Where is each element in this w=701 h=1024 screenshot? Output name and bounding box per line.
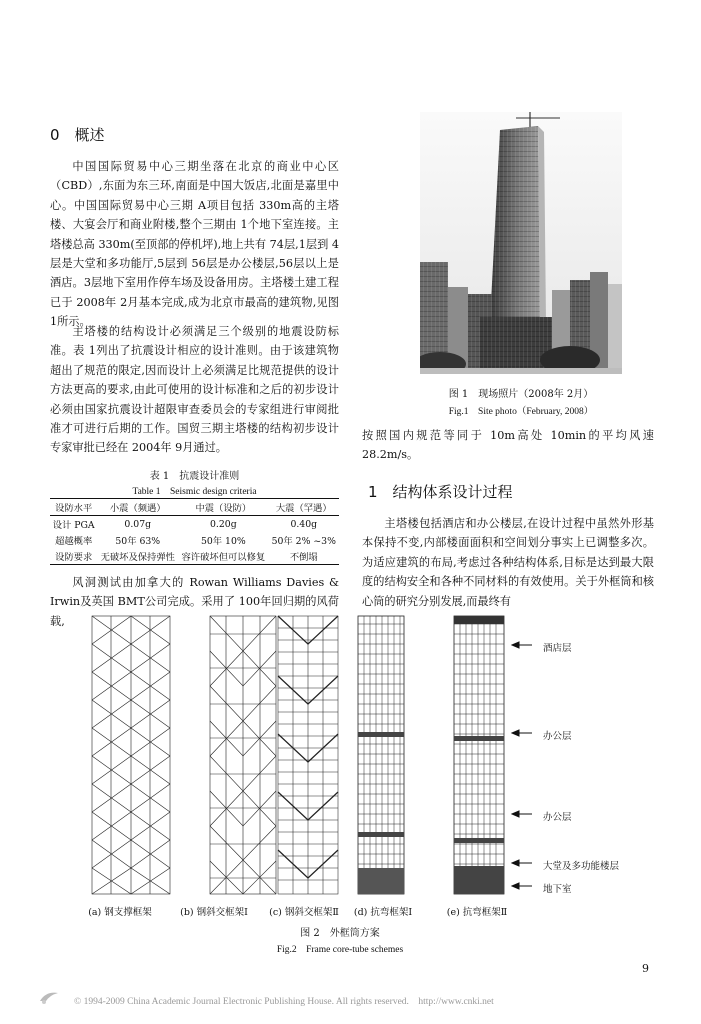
table-cell: 不倒塌 [269,548,339,565]
annotation-hotel-floors: 酒店层 [543,643,572,654]
table-cell: 超越概率 [55,536,93,547]
table-row [50,548,339,565]
site-photo [420,112,622,374]
wind-test-paragraph: 风洞测试由加拿大的 Rowan Williams Davies & Irwin及英国 BMT公司完成。采用了 100年回归期的风荷载, [50,576,339,628]
figure-2-caption-cn: 图 2 外框筒方案 [300,928,380,939]
scheme-b-label: (b) 钢斜交框架Ⅰ [180,907,248,918]
copyright-footer: © 1994-2009 China Academic Journal Electronic Publishing House. All rights reserved. http://www.cnki.net [74,997,494,1007]
table-cell: 0.40g [290,518,318,530]
table-cell: 设计 PGA [52,520,95,531]
scheme-e-moment-frame-2 [454,616,504,894]
annotation-office-floors-lower: 办公层 [543,812,572,823]
table-header-cell: 中震（设防） [178,499,268,516]
intro-paragraph-2: 主塔楼的结构设计必须满足三个级别的地震设防标准。表 1列出了抗震设计相应的设计准则。由于该建筑物超出了规范的限定,因而设计上必须满足比规范提供的设计方法更高的要求,由此可使用的设计标准和之后的初步设计必须由国家抗震设计超限审查委员会的专家组进行审阅批准才可进行后期的工作。国贸三期主塔楼的结构初步设计专家审批已经在 2004年 9月通过。 [50,325,339,455]
scheme-e-label: (e) 抗弯框架Ⅱ [446,907,508,918]
table-header-cell: 小震（频遇） [97,499,178,516]
scheme-a-label: (a) 钢支撑框架 [88,907,152,918]
table-header-cell: 设防水平 [50,499,97,516]
seismic-criteria-table [50,498,339,565]
table-row [50,516,339,533]
table-cell: 50年 10% [200,536,246,547]
table-cell: 50年 63% [115,536,161,547]
table-1-caption-en: Table 1 Seismic design criteria [132,487,257,497]
section-1-heading: 1 结构体系设计过程 [368,483,513,501]
table-cell: 容许破坏但可以修复 [178,548,268,565]
scheme-c-label: (c) 钢斜交框架Ⅱ [269,907,339,918]
annotation-lobby-floors: 大堂及多功能楼层 [543,861,620,872]
figure-1-caption-cn: 图 1 现场照片（2008年 2月） [448,389,594,400]
scheme-a-steel-braced-frame [92,616,170,894]
scheme-d-moment-frame-1 [358,616,404,894]
section-0-heading: 0 概述 [50,126,105,144]
table-cell: 50年 2% ~3% [271,536,336,547]
table-header-row [50,499,339,516]
structural-system-paragraph: 主塔楼包括酒店和办公楼层,在设计过程中虽然外形基本保持不变,内部楼面面积和空间划分事实上已调整多次。为适应建筑的布局,考虑过各种结构体系,目标是达到最大限度的结构安全和各种不同材料的有效使用。关于外框筒和核心筒的研究分别发展,而最终有 [362,517,654,608]
table-1-caption-cn: 表 1 抗震设计准则 [149,471,240,482]
intro-paragraph-1: 中国国际贸易中心三期坐落在北京的商业中心区（CBD）,东面为东三环,南面是中国大饭店,北面是嘉里中心。中国国际贸易中心三期 A项目包括 330m高的主塔楼、大宴会厅和商业附楼,整个三期由 1个地下室连接。主塔楼总高 330m(至顶部的停机坪),地上共有 74层,1层到 4层是大堂和多功能厅,5层到 56层是办公楼层,56层以上是酒店。3层地下室用作停车场及设备用房。主塔楼土建工程已于 2008年 2月基本完成,成为北京市最高的建筑物,见图 1所示。 [50,160,339,329]
table-cell: 设防要求 [50,548,97,565]
table-cell: 无破坏及保持弹性 [97,548,178,565]
table-cell: 0.20g [210,518,237,530]
scheme-d-label: (d) 抗弯框架Ⅰ [353,907,413,918]
figure-1-caption-en: Fig.1 Site photo（February, 2008） [448,407,594,417]
table-cell: 0.07g [124,518,152,530]
annotation-office-floors-upper: 办公层 [543,731,572,742]
annotation-basement: 地下室 [543,884,572,895]
figure-2-caption-en: Fig.2 Frame core-tube schemes [276,945,404,955]
cnki-logo-icon [38,989,60,1005]
page-number: 9 [642,962,649,975]
scheme-c-steel-diagrid-2 [278,616,338,894]
scheme-b-steel-diagrid-1 [210,616,276,894]
table-header-cell: 大震（罕遇） [269,499,339,516]
wind-speed-continuation: 按照国内规范等同于 10m高处 10min的平均风速 28.2m/s。 [362,429,654,462]
table-row [50,532,339,548]
